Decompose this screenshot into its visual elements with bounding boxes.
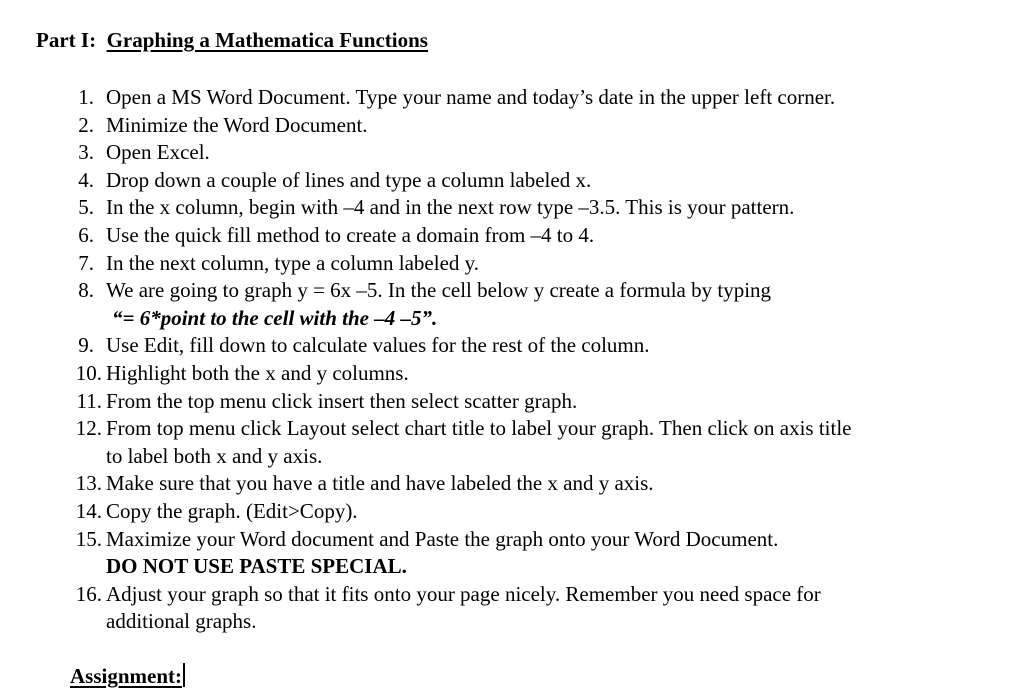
step-text: We are going to graph y = 6x –5. In the cell below y create a formula by typing — [106, 278, 772, 303]
section-heading — [36, 28, 428, 53]
step-text: From top menu click Layout select chart title to label your graph. Then click on axis title — [106, 416, 852, 441]
step-number: 3. — [78, 140, 94, 165]
step-number: 16. — [75, 581, 102, 606]
step-text: Open Excel. — [106, 140, 210, 165]
step-number: 10. — [75, 360, 102, 385]
formula-instruction: “= 6*point to the cell with the –4 –5”. — [112, 305, 438, 330]
step-text: Use the quick fill method to create a domain from –4 to 4. — [106, 222, 595, 247]
step-continuation: to label both x and y axis. — [106, 443, 323, 468]
text-cursor — [183, 663, 185, 687]
step-text: In the next column, type a column labeled y. — [106, 250, 480, 275]
list-item — [64, 388, 1004, 416]
list-item — [64, 526, 1004, 581]
step-number: 9. — [78, 333, 94, 358]
assignment-label: Assignment: — [70, 664, 183, 688]
step-text: Maximize your Word document and Paste the graph onto your Word Document. — [106, 526, 779, 551]
list-item — [64, 250, 1004, 278]
heading-prefix: Part I: — [36, 28, 97, 52]
step-text: Minimize the Word Document. — [106, 112, 368, 137]
list-item — [64, 470, 1004, 498]
list-item — [64, 167, 1004, 195]
step-number: 8. — [78, 278, 94, 303]
list-item — [64, 415, 1004, 470]
step-number: 12. — [75, 416, 102, 441]
step-text: From the top menu click insert then select scatter graph. — [106, 388, 578, 413]
step-text: Highlight both the x and y columns. — [106, 360, 409, 385]
step-text: Drop down a couple of lines and type a column labeled x. — [106, 167, 592, 192]
list-item — [64, 112, 1004, 140]
list-item — [64, 277, 1004, 332]
step-number: 2. — [78, 112, 94, 137]
list-item — [64, 222, 1004, 250]
list-item — [64, 498, 1004, 526]
step-number: 13. — [75, 471, 102, 496]
step-text: In the x column, begin with –4 and in the next row type –3.5. This is your pattern. — [106, 195, 795, 220]
step-number: 1. — [78, 85, 94, 109]
steps-list — [64, 84, 1004, 636]
step-number: 15. — [75, 526, 102, 551]
list-item — [64, 332, 1004, 360]
step-number: 7. — [78, 250, 94, 275]
step-text: Copy the graph. (Edit>Copy). — [106, 498, 358, 523]
step-number: 14. — [75, 498, 102, 523]
step-text: Make sure that you have a title and have labeled the x and y axis. — [106, 471, 654, 496]
step-continuation: additional graphs. — [106, 609, 257, 634]
list-item — [64, 194, 1004, 222]
list-item — [64, 84, 1004, 112]
list-item — [64, 360, 1004, 388]
step-text: Adjust your graph so that it fits onto your page nicely. Remember you need space for — [106, 581, 821, 606]
heading-title: Graphing a Mathematica Functions — [106, 28, 428, 52]
list-item — [64, 139, 1004, 167]
list-item — [64, 581, 1004, 636]
step-number: 11. — [76, 388, 102, 413]
step-number: 6. — [78, 222, 94, 247]
warning-text: DO NOT USE PASTE SPECIAL. — [106, 554, 407, 579]
step-text: Use Edit, fill down to calculate values for the rest of the column. — [106, 333, 650, 358]
step-number: 4. — [78, 167, 94, 192]
step-text: Open a MS Word Document. Type your name and today’s date in the upper left corner. — [106, 85, 836, 109]
assignment-heading[interactable] — [70, 663, 185, 689]
step-number: 5. — [78, 195, 94, 220]
